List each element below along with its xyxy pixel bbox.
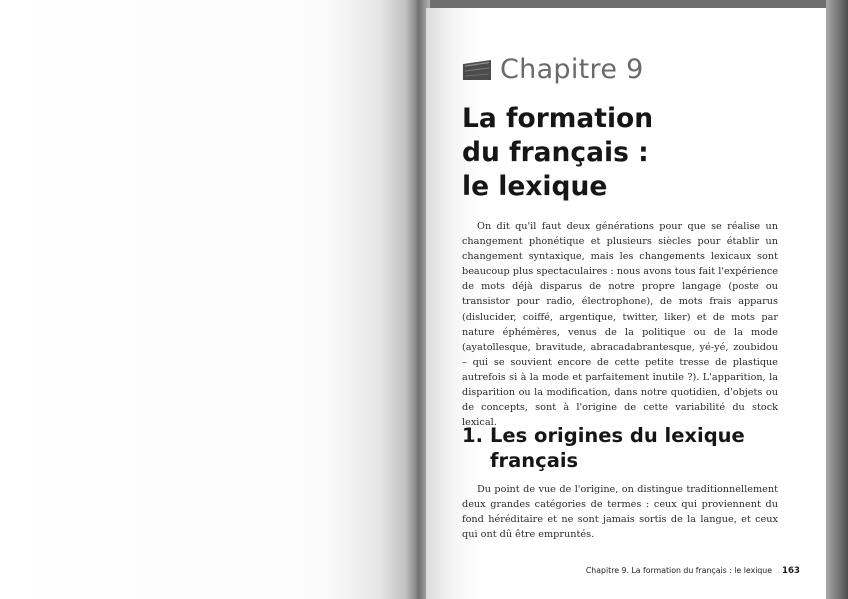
chapter-title-line: le lexique [462, 171, 608, 202]
intro-paragraph: On dit qu'il faut deux générations pour que se réalise un changement phonétique et plusieurs siècles pour établir un changement syntaxique, mais les changements lexicaux sont beaucoup plus spectaculaires : nous avons tous fait l'expérience de mots déjà disparus de notre propre langage (poste ou transistor pour radio, électrophone), de mots frais apparus (dislucider, coiffé, argentique, twitter, liker) et de mots par nature éphémères, venus de la politique ou de la mode (ayatollesque, bravitude, abracadabrantesque, yé-yé, zoubidou – qui se souvient encore de cette petite tresse de plastique autrefois si à la mode et parfaitement inutile ?). L'apparition, la disparition ou la modification, dans notre quotidien, d'objets ou de concepts, sont à l'origine de cette variabilité du stock lexical. [462, 221, 778, 429]
page-footer [560, 566, 800, 576]
chapter-title [462, 102, 802, 204]
chapter-label: Chapitre 9 [500, 53, 644, 85]
section-paragraph: Du point de vue de l'origine, on distingue traditionnellement deux grandes catégories de termes : ceux qui proviennent du fond héréditaire et ne sont jamais sortis de la langue, et ceux qui ont dû être empruntés. [462, 484, 778, 541]
page-number: 163 [782, 566, 800, 576]
page-edge-shadow [826, 0, 848, 599]
section-title-line: Les origines du lexique [490, 424, 745, 447]
section-heading [462, 423, 792, 473]
chapter-title-line: du français : [462, 137, 649, 168]
left-blank-page [0, 0, 408, 599]
chapter-marker-icon [462, 59, 492, 81]
running-head: Chapitre 9. La formation du français : le lexique [585, 566, 773, 575]
chapter-title-line: La formation [462, 103, 654, 134]
section-number: 1. [462, 424, 483, 447]
chapter-header [462, 52, 644, 86]
section-title-line: français [490, 449, 579, 472]
